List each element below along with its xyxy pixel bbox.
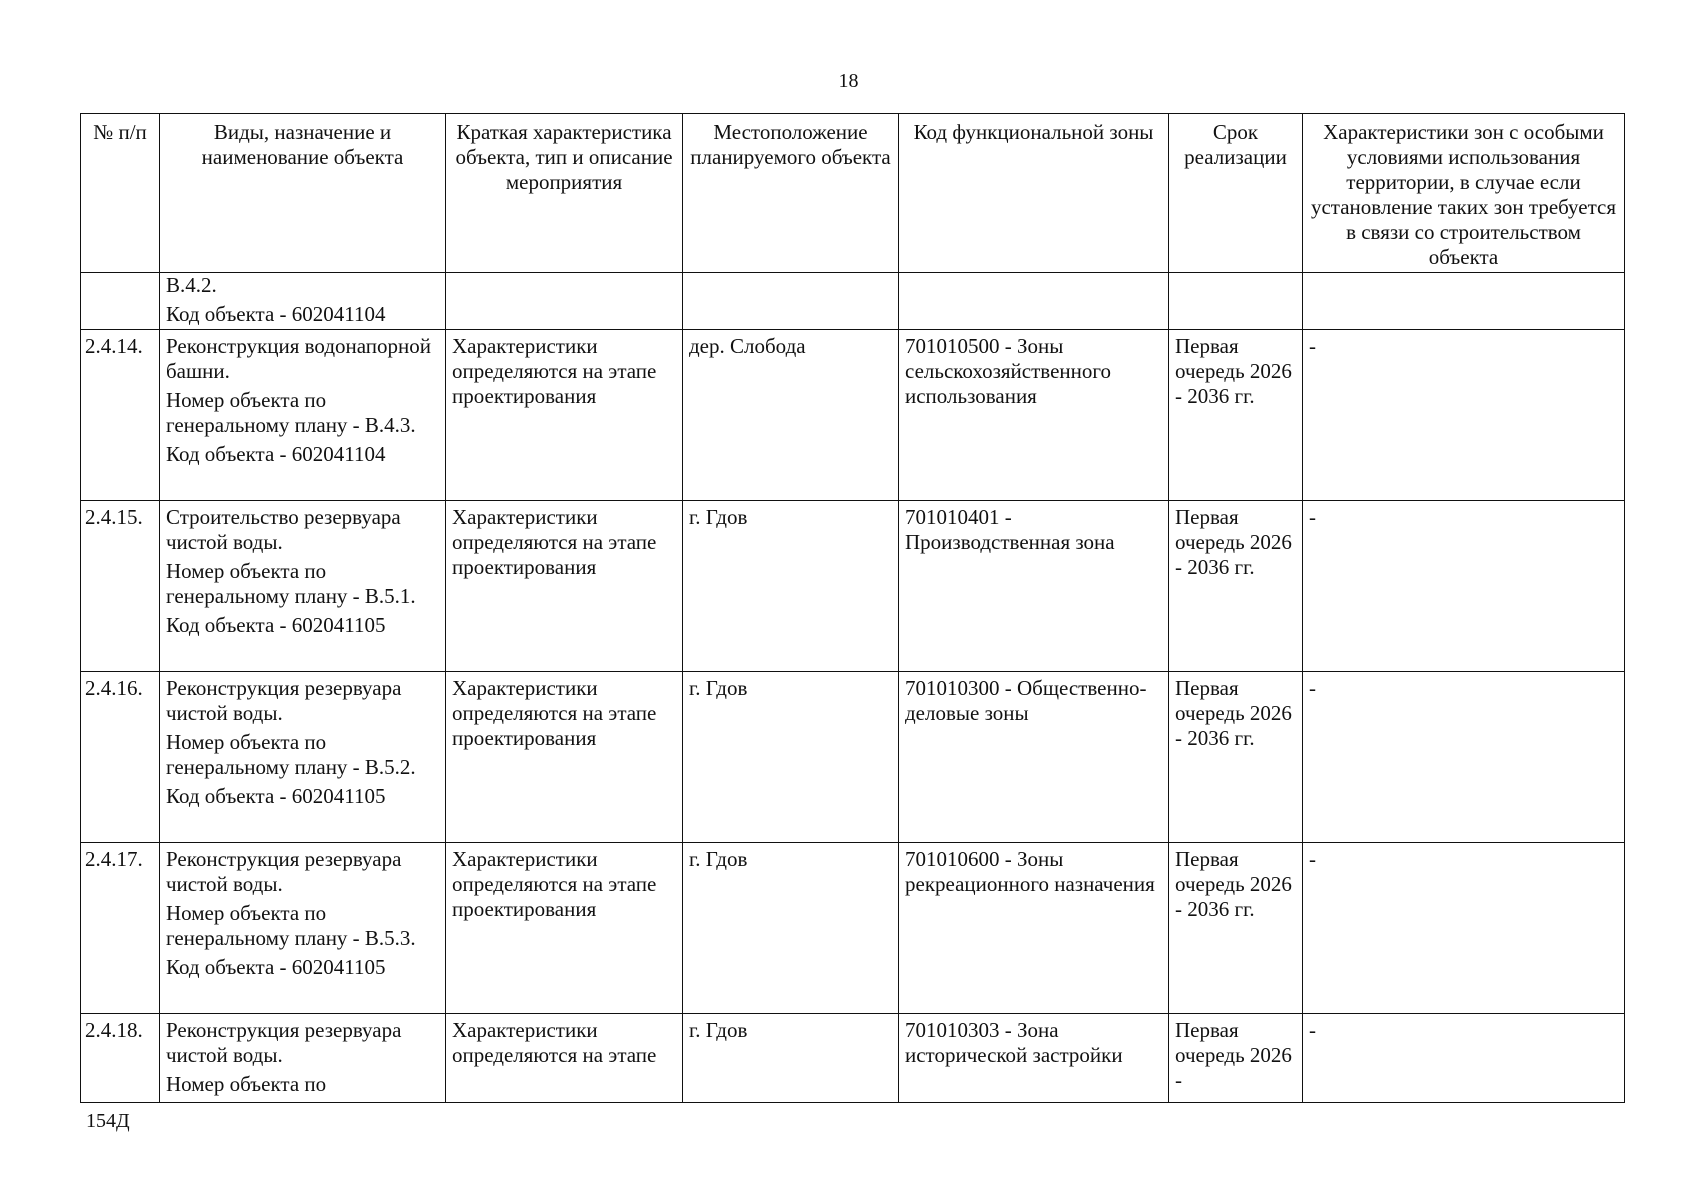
plan-number-text: Номер объекта по генеральному плану - В.5.2. [166, 730, 416, 779]
table-row [81, 501, 1625, 672]
cell-special-zones [1303, 273, 1625, 330]
object-name-text: Строительство резервуара чистой воды. [166, 505, 401, 554]
header-characteristic: Краткая характеристика объекта, тип и описание мероприятия [446, 114, 683, 273]
plan-number-text: Номер объекта по генеральному плану - В.5.3. [166, 901, 416, 950]
cell-special-zones: - [1303, 672, 1625, 843]
cell-term: Первая очередь 2026 - 2036 гг. [1169, 672, 1303, 843]
table-row [81, 1014, 1625, 1103]
cell-object-name [160, 273, 446, 330]
cell-characteristic: Характеристики определяются на этапе [446, 1014, 683, 1103]
cell-term: Первая очередь 2026 - 2036 гг. [1169, 330, 1303, 501]
cell-characteristic [446, 273, 683, 330]
header-object-name: Виды, назначение и наименование объекта [160, 114, 446, 273]
cell-object-name [160, 501, 446, 672]
cell-special-zones: - [1303, 843, 1625, 1014]
cell-location: г. Гдов [683, 672, 899, 843]
plan-number-text: Номер объекта по генеральному плану - В.5.1. [166, 559, 416, 608]
cell-location: дер. Слобода [683, 330, 899, 501]
object-code-text: Код объекта - 602041104 [166, 442, 386, 466]
header-zone-code: Код функциональной зоны [899, 114, 1169, 273]
header-term: Срок реализации [1169, 114, 1303, 273]
cell-object-name [160, 330, 446, 501]
header-number: № п/п [81, 114, 160, 273]
cell-zone-code [899, 273, 1169, 330]
object-code-text: Код объекта - 602041105 [166, 955, 386, 979]
cell-location [683, 273, 899, 330]
cell-number: 2.4.18. [81, 1014, 160, 1103]
header-special-zones: Характеристики зон с особыми условиями использования территории, в случае если установление таких зон требуется в связи со строительством объекта [1303, 114, 1625, 273]
object-name-text: Реконструкция резервуара чистой воды. [166, 847, 402, 896]
cell-zone-code: 701010303 - Зона исторической застройки [899, 1014, 1169, 1103]
cell-term: Первая очередь 2026 - [1169, 1014, 1303, 1103]
object-name-text: Реконструкция водонапорной башни. [166, 334, 432, 383]
header-location: Местоположение планируемого объекта [683, 114, 899, 273]
object-code-text: Код объекта - 602041104 [166, 302, 386, 326]
cell-number [81, 273, 160, 330]
cell-term: Первая очередь 2026 - 2036 гг. [1169, 843, 1303, 1014]
cell-special-zones: - [1303, 1014, 1625, 1103]
cell-characteristic: Характеристики определяются на этапе проектирования [446, 672, 683, 843]
cell-term [1169, 273, 1303, 330]
cell-characteristic: Характеристики определяются на этапе проектирования [446, 501, 683, 672]
table-header-row [81, 114, 1625, 273]
object-code-text: Код объекта - 602041105 [166, 613, 386, 637]
table-row [81, 330, 1625, 501]
cell-characteristic: Характеристики определяются на этапе проектирования [446, 843, 683, 1014]
cell-object-name [160, 672, 446, 843]
page-number: 18 [838, 70, 859, 92]
plan-number-text: Номер объекта по генеральному плану - В.4.3. [166, 388, 416, 437]
table-row [81, 843, 1625, 1014]
object-name-text: Реконструкция резервуара чистой воды. [166, 676, 402, 725]
object-code-text: Код объекта - 602041105 [166, 784, 386, 808]
cell-object-name [160, 1014, 446, 1103]
plan-number-text: В.4.2. [166, 273, 217, 297]
cell-characteristic: Характеристики определяются на этапе проектирования [446, 330, 683, 501]
cell-number: 2.4.16. [81, 672, 160, 843]
cell-special-zones: - [1303, 501, 1625, 672]
cell-location: г. Гдов [683, 1014, 899, 1103]
cell-location: г. Гдов [683, 501, 899, 672]
cell-term: Первая очередь 2026 - 2036 гг. [1169, 501, 1303, 672]
footer-code: 154Д [86, 1110, 130, 1132]
cell-zone-code: 701010401 - Производственная зона [899, 501, 1169, 672]
cell-zone-code: 701010500 - Зоны сельскохозяйственного использования [899, 330, 1169, 501]
cell-number: 2.4.17. [81, 843, 160, 1014]
cell-zone-code: 701010600 - Зоны рекреационного назначения [899, 843, 1169, 1014]
cell-special-zones: - [1303, 330, 1625, 501]
table-row-continuation [81, 273, 1625, 330]
objects-table [80, 113, 1625, 1103]
cell-number: 2.4.15. [81, 501, 160, 672]
cell-zone-code: 701010300 - Общественно-деловые зоны [899, 672, 1169, 843]
plan-number-text: Номер объекта по [166, 1072, 327, 1096]
object-name-text: Реконструкция резервуара чистой воды. [166, 1018, 402, 1067]
cell-number: 2.4.14. [81, 330, 160, 501]
table-row [81, 672, 1625, 843]
cell-object-name [160, 843, 446, 1014]
cell-location: г. Гдов [683, 843, 899, 1014]
